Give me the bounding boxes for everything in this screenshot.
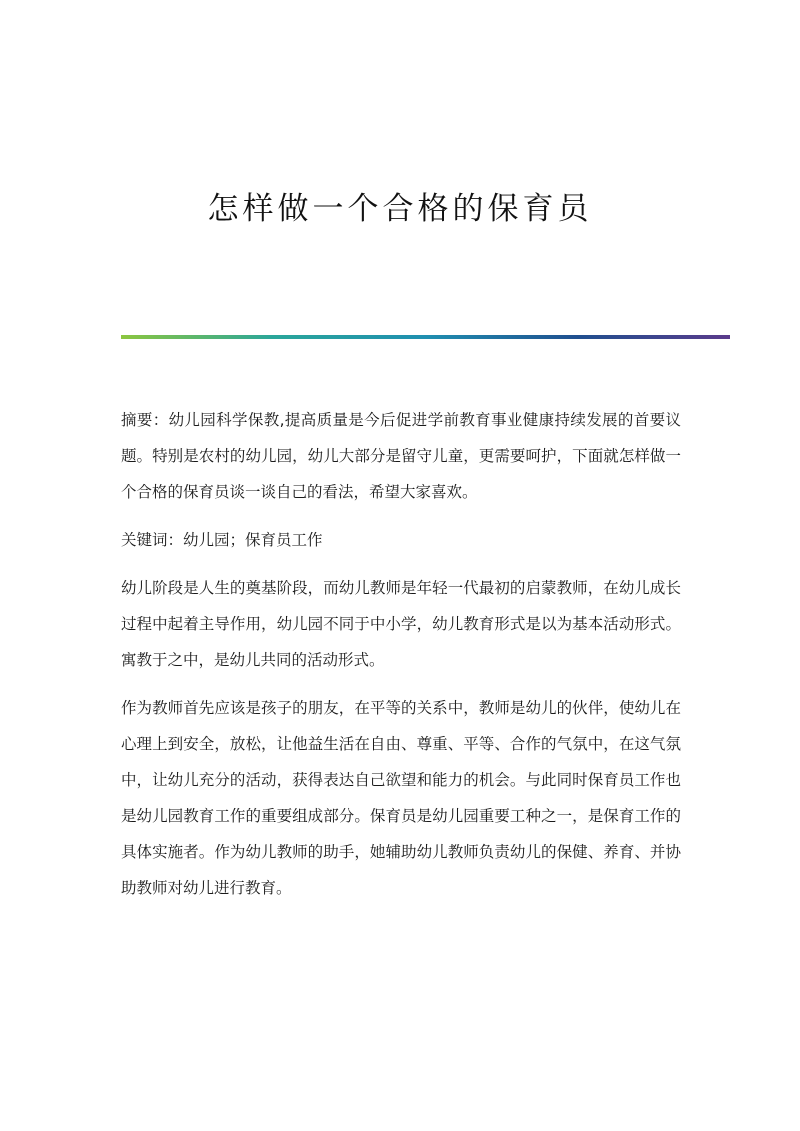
- body-paragraph-2: 作为教师首先应该是孩子的朋友，在平等的关系中，教师是幼儿的伙伴，使幼儿在心理上到安全，放松，让他益生活在自由、尊重、平等、合作的气氛中，在这气氛中，让幼儿充分的活动，获得表达自己欲望和能力的机会。与此同时保育员工作也是幼儿园教育工作的重要组成部分。保育员是幼儿园重要工种之一，是保育工作的具体实施者。作为幼儿教师的助手，她辅助幼儿教师负责幼儿的保健、养育、并协助教师对幼儿进行教育。: [121, 699, 681, 897]
- document-title: 怎样做一个合格的保育员: [207, 191, 593, 227]
- body-paragraph-1: 幼儿阶段是人生的奠基阶段，而幼儿教师是年轻一代最初的启蒙教师，在幼儿成长过程中起着主导作用，幼儿园不同于中小学，幼儿教育形式是以为基本活动形式。寓教于之中，是幼儿共同的活动形式。: [121, 579, 681, 669]
- title-divider: [121, 335, 730, 339]
- keywords-paragraph: 关键词：幼儿园；保育员工作: [121, 531, 323, 549]
- abstract-paragraph: 摘要：幼儿园科学保教,提高质量是今后促进学前教育事业健康持续发展的首要议题。特别是农村的幼儿园，幼儿大部分是留守儿童，更需要呵护，下面就怎样做一个合格的保育员谈一谈自己的看法，希望大家喜欢。: [121, 411, 681, 501]
- document-body: [121, 402, 681, 918]
